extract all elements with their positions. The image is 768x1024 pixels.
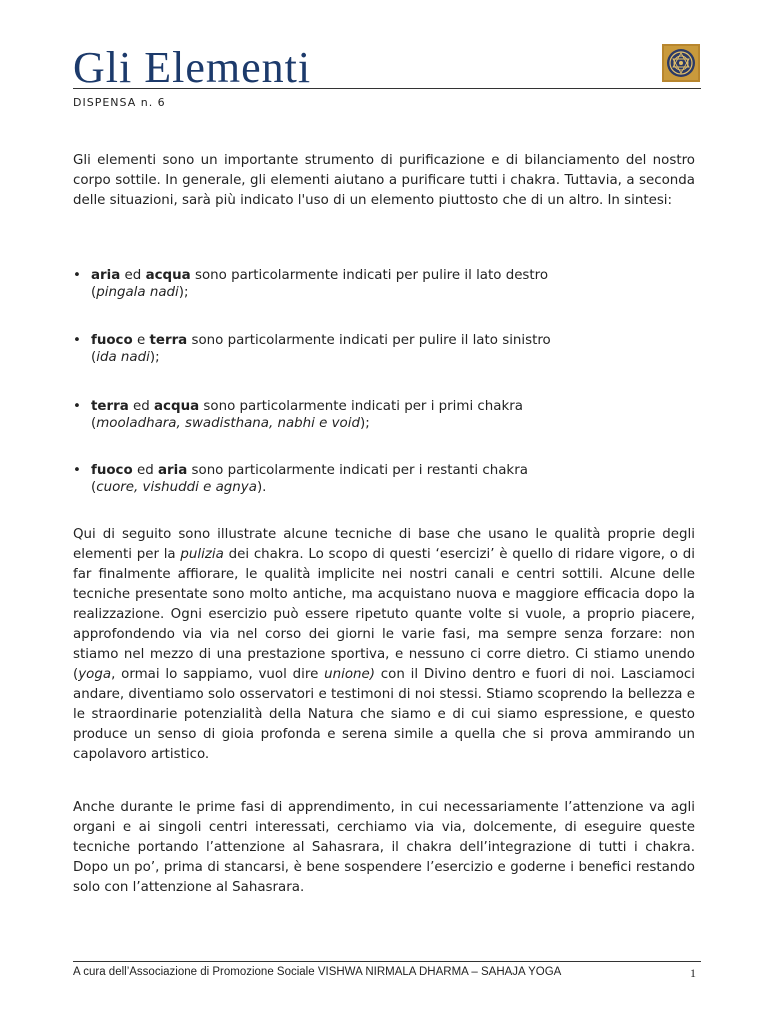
paragraph-text: con il Divino dentro e fuori di noi. Lasciamoci andare, diventiamo solo osservatori e testimoni di noi stessi. Stiamo scoprendo la bellezza e le straordinarie potenzialità della Natura che siamo e di cui siamo espressione, e questo produce un senso di gioia profonda e serena simile a quella che si prova ammirando un capolavoro artistico. <box>73 667 695 762</box>
element-name: fuoco <box>91 463 133 478</box>
note-close: ); <box>359 416 370 431</box>
list-item <box>73 267 695 301</box>
emphasis-text: unione) <box>324 667 375 682</box>
emphasis-text: pulizia <box>180 547 224 562</box>
conjunction: ed <box>136 463 154 478</box>
conjunction: ed <box>133 399 150 414</box>
list-item <box>73 332 695 366</box>
intro-paragraph: Gli elementi sono un importante strumento di purificazione e di bilanciamento del nostro corpo sottile. In generale, gli elementi aiutano a purificare tutti i chakra. Tuttavia, a seconda delle situazioni, sarà più indicato l'uso di un elemento piuttosto che di un altro. In sintesi: <box>73 153 695 208</box>
list-item <box>73 398 695 432</box>
bullet-text: sono particolarmente indicati per pulire il lato destro <box>194 268 549 283</box>
note-open: ( <box>91 285 97 300</box>
header-divider <box>73 88 701 89</box>
element-name: terra <box>149 333 188 348</box>
document-title: Gli Elementi <box>73 43 312 92</box>
paragraph-text: dei chakra. Lo scopo di questi ‘esercizi’ è quello di ridare vigore, o di far finalmente affiorare, le qualità implicite nei nostri canali e centri sottili. Alcune delle tecniche presentate sono molto antiche, ma acquistano nuova e maggiore efficacia dopo la realizzazione. Ogni esercizio può essere ripetuto quante volte si vuole, a proprio piacere, approfondendo via via nel corso dei giorni le varie fasi, ma sempre senza forzare: non stiamo nel mezzo di una prestazione sportiva, e nessuno ci corre dietro. Ci stiamo unendo ( <box>73 547 695 682</box>
element-name: acqua <box>145 268 191 283</box>
element-name: aria <box>91 268 121 283</box>
body-paragraph: Anche durante le prime fasi di apprendimento, in cui necessariamente l’attenzione va agli organi e ai singoli centri interessati, cerchiamo via via, dolcemente, di eseguire queste tecniche portando l’attenzione al Sahasrara, il chakra dell’integrazione di tutti i chakra. Dopo un po’, prima di stancarsi, è bene sospendere l’esercizio e goderne i benefici restando solo con l’attenzione al Sahasrara. <box>73 800 695 895</box>
paragraph-text: Qui di seguito sono illustrate alcune tecniche di base che usano le qualità proprie degli elementi per la <box>73 527 695 562</box>
mandala-logo-icon <box>662 44 700 82</box>
bullet-dot-icon: • <box>73 333 81 348</box>
footer-text: A cura dell’Associazione di Promozione Sociale VISHWA NIRMALA DHARMA – SAHAJA YOGA <box>73 966 562 978</box>
paragraph-text: , ormai lo sappiamo, vuol dire <box>111 667 319 682</box>
bullet-note: ida nadi <box>96 350 150 365</box>
element-name: fuoco <box>91 333 133 348</box>
bullet-dot-icon: • <box>73 399 81 414</box>
bullet-note: cuore, vishuddi e agnya <box>96 480 257 495</box>
document-subtitle: DISPENSA n. 6 <box>73 96 166 109</box>
note-open: ( <box>91 480 97 495</box>
note-close: ). <box>256 480 267 495</box>
footer-divider <box>73 961 701 962</box>
bullet-text: sono particolarmente indicati per i restanti chakra <box>191 463 528 478</box>
note-close: ); <box>149 350 160 365</box>
conjunction: e <box>136 333 146 348</box>
bullet-dot-icon: • <box>73 463 81 478</box>
list-item <box>73 462 695 496</box>
bullet-text: sono particolarmente indicati per pulire il lato sinistro <box>191 333 551 348</box>
conjunction: ed <box>124 268 142 283</box>
element-name: acqua <box>154 399 200 414</box>
note-open: ( <box>91 350 97 365</box>
bullet-dot-icon: • <box>73 268 81 283</box>
bullet-text: sono particolarmente indicati per i primi chakra <box>203 399 523 414</box>
element-name: terra <box>91 399 129 414</box>
note-close: ); <box>178 285 189 300</box>
bullet-note: mooladhara, swadisthana, nabhi e void <box>96 416 360 431</box>
element-name: aria <box>157 463 188 478</box>
body-paragraph <box>73 525 695 765</box>
emphasis-text: yoga <box>78 667 112 682</box>
bullet-note: pingala nadi <box>96 285 179 300</box>
page-number: 1 <box>690 966 696 980</box>
note-open: ( <box>91 416 97 431</box>
